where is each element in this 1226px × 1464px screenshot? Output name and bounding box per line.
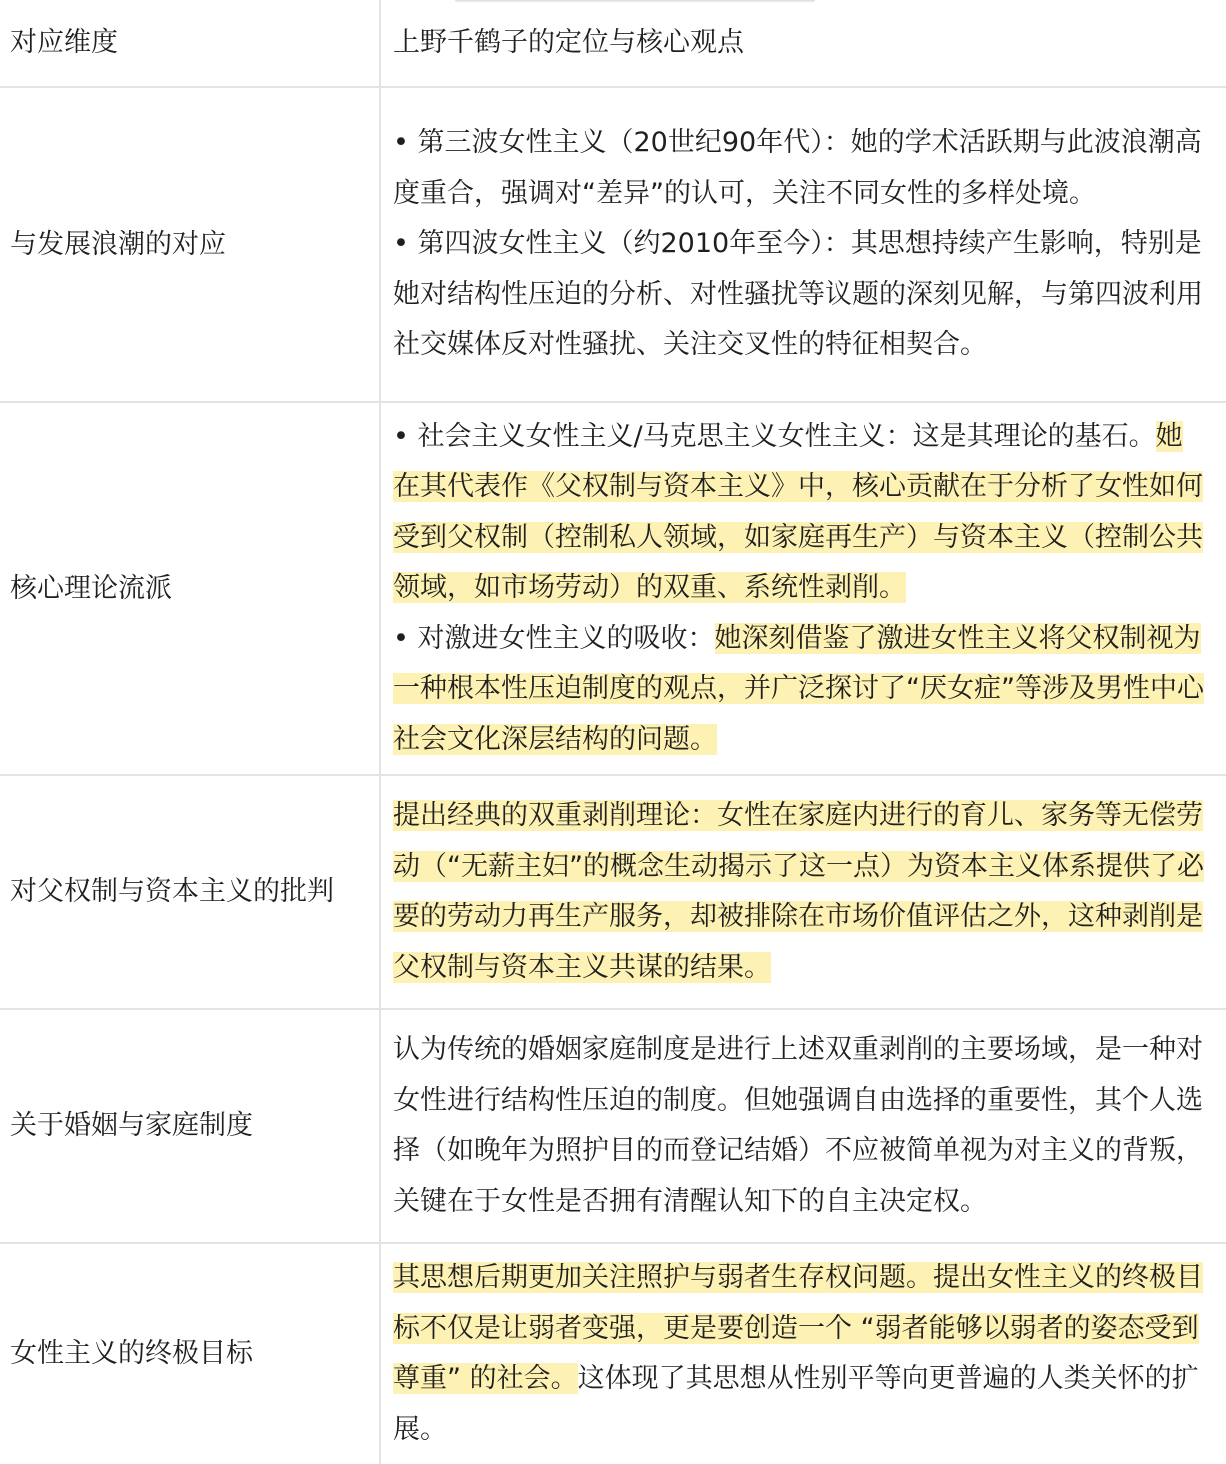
table-row <box>0 775 1226 1009</box>
header-cell-viewpoint: 上野千鹤子的定位与核心观点 <box>380 0 1226 87</box>
highlighted-text: 其思想后期更加关注照护与弱者生存权问题。提出女性主义的终极目标不仅是让弱者变强，更是要创造一个 “弱者能够以弱者的姿态受到尊重” 的社会。 <box>393 1262 1203 1394</box>
row-dimension-cell: 与发展浪潮的对应 <box>0 87 380 402</box>
table-row <box>0 87 1226 402</box>
row-dimension-cell: 对父权制与资本主义的批判 <box>0 775 380 1009</box>
bullet-paragraph <box>393 614 1205 766</box>
bullet-paragraph: • 第三波女性主义（20世纪90年代）：她的学术活跃期与此波浪潮高度重合，强调对“差异”的认可，关注不同女性的多样处境。 <box>393 127 1202 209</box>
highlighted-text: 她深刻借鉴了激进女性主义将父权制视为一种根本性压迫制度的观点，并广泛探讨了“厌女症”等涉及男性中心社会文化深层结构的问题。 <box>393 622 1204 755</box>
highlighted-text: 她在其代表作《父权制与资本主义》中，核心贡献在于分析了女性如何受到父权制（控制私人领域，如家庭再生产）与资本主义（控制公共领域，如市场劳动）的双重、系统性剥削。 <box>393 420 1203 604</box>
highlighted-text: 提出经典的双重剥削理论：女性在家庭内进行的育儿、家务等无偿劳动（“无薪主妇”的概念生动揭示了这一点）为资本主义体系提供了必要的劳动力再生产服务，却被排除在市场价值评估之外，这种剥削是父权制与资本主义共谋的结果。 <box>393 800 1204 983</box>
bullet-paragraph <box>393 412 1205 614</box>
row-content-cell <box>380 87 1226 402</box>
header-cell-dimension: 对应维度 <box>0 0 380 87</box>
plain-text: 这体现了其思想从性别平等向更普遍的人类关怀的扩展。 <box>393 1363 1199 1445</box>
row-dimension-cell: 核心理论流派 <box>0 402 380 775</box>
plain-text: • 对激进女性主义的吸收： <box>393 622 715 654</box>
row-content-cell <box>380 402 1226 775</box>
table-row <box>0 1009 1226 1243</box>
row-content-cell <box>380 1243 1226 1464</box>
table-row <box>0 402 1226 775</box>
table-row <box>0 1243 1226 1464</box>
row-content-cell <box>380 775 1226 1009</box>
row-content-cell: 认为传统的婚姻家庭制度是进行上述双重剥削的主要场域，是一种对女性进行结构性压迫的制度。但她强调自由选择的重要性，其个人选择（如晚年为照护目的而登记结婚）不应被简单视为对主义的背叛，关键在于女性是否拥有清醒认知下的自主决定权。 <box>380 1009 1226 1243</box>
table-header-row <box>0 0 1226 87</box>
row-dimension-cell: 关于婚姻与家庭制度 <box>0 1009 380 1243</box>
row-dimension-cell: 女性主义的终极目标 <box>0 1243 380 1464</box>
plain-text: • 社会主义女性主义/马克思主义女性主义：这是其理论的基石。 <box>393 420 1156 452</box>
bullet-paragraph: • 第四波女性主义（约2010年至今）：其思想持续产生影响，特别是她对结构性压迫的分析、对性骚扰等议题的深刻见解，与第四波利用社交媒体反对性骚扰、关注交叉性的特征相契合。 <box>393 228 1203 361</box>
